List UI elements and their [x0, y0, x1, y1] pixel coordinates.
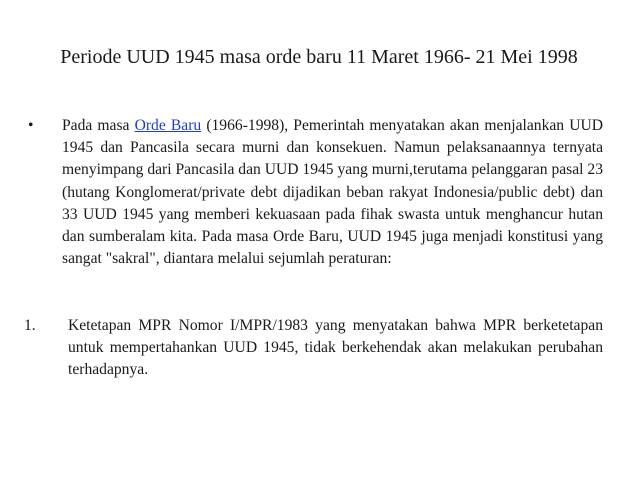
bullet-item — [28, 115, 603, 270]
numbered-item — [24, 315, 603, 382]
item-number: 1. — [24, 317, 36, 334]
item-text: Ketetapan MPR Nomor I/MPR/1983 yang menyatakan bahwa MPR berketetapan untuk mempertahankan UUD 1945, tidak berkehendak akan melakukan perubahan terhadapnya. — [68, 317, 603, 379]
bullet-text-lead: Pada masa — [62, 117, 135, 134]
orde-baru-link[interactable]: Orde Baru — [134, 117, 202, 134]
bullet-paragraph — [62, 115, 603, 270]
slide-title: Periode UUD 1945 masa orde baru 11 Maret 1966- 21 Mei 1998 — [60, 46, 578, 68]
bullet-marker: • — [28, 117, 34, 134]
bullet-text-body: (1966-1998), Pemerintah menyatakan akan menjalankan UUD 1945 dan Pancasila secara murni dan konsekuen. Namun pelaksanaannya ternyata menyimpang dari Pancasila dan UUD 1945 yang murni,terutama pelanggaran pasal 23 (hutang Konglomerat/private debt dijadikan beban rakyat Indonesia/public debt) dan 33 UUD 1945 yang memberi kekuasaan pada fihak swasta untuk menghancur hutan dan sumberalam kita. Pada masa Orde Baru, UUD 1945 juga menjadi konstitusi yang sangat "sakral", diantara melalui sejumlah peraturan: — [62, 117, 603, 268]
